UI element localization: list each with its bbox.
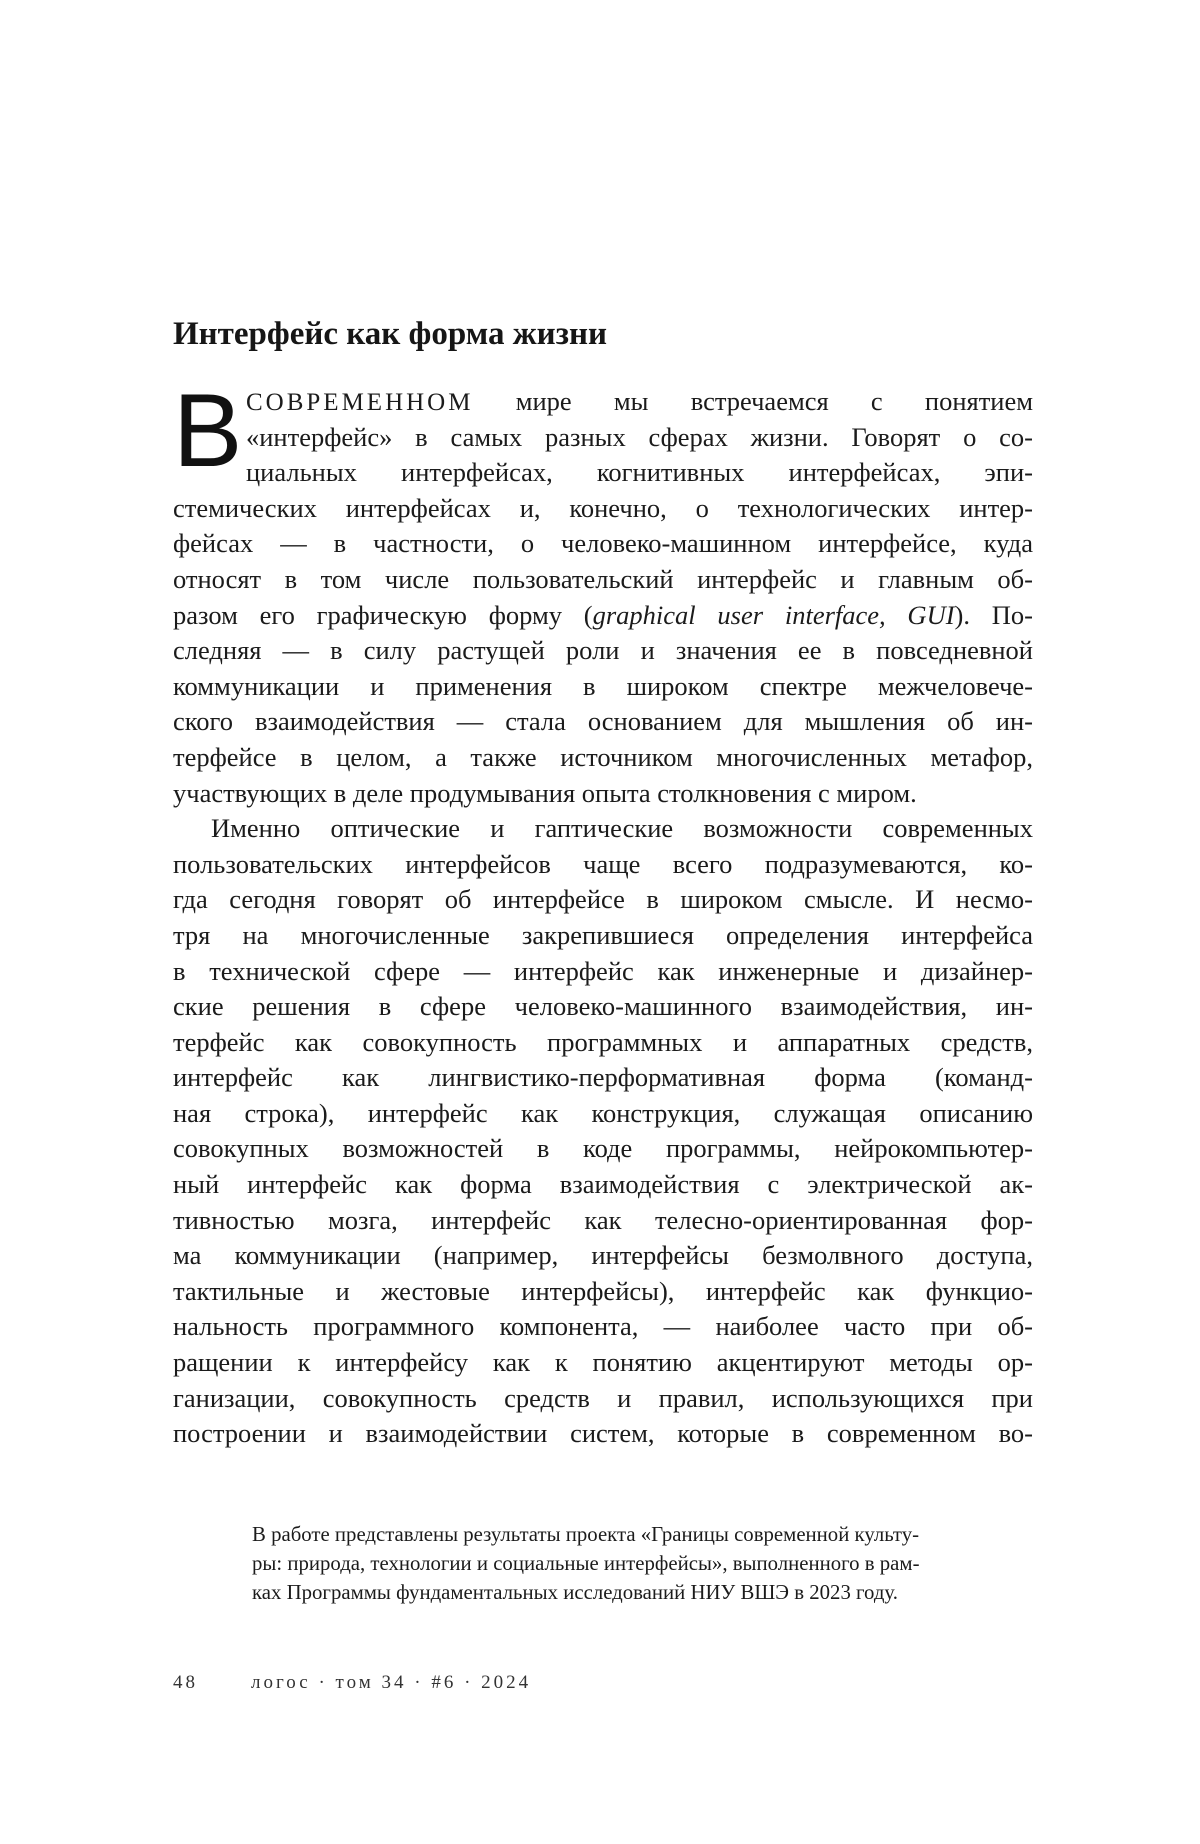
body-line: ращении к интерфейсу как к понятию акцентируют методы ор- — [173, 1347, 1033, 1378]
drop-cap-letter: В — [173, 373, 243, 489]
italic-term: graphical user interface, GUI — [592, 599, 955, 630]
body-line: фейсах — в частности, о человеко-машинном интерфейсе, куда — [173, 528, 1033, 559]
body-line: тактильные и жестовые интерфейсы), интерфейс как функцио- — [173, 1275, 1033, 1306]
body-text-span: ). По- — [954, 599, 1033, 630]
body-line — [173, 598, 1033, 634]
body-line: тря на многочисленные закрепившиеся определения интерфейса — [173, 919, 1033, 950]
body-line: совокупных возможностей в коде программы, нейрокомпьютер- — [173, 1133, 1033, 1164]
body-line: интерфейс как лингвистико-перформативная форма (команд- — [173, 1062, 1033, 1093]
body-text-span: разом его графическую форму ( — [173, 599, 593, 630]
body-line: стемических интерфейсах и, конечно, о технологических интер- — [173, 492, 1033, 523]
page-footer — [173, 1672, 532, 1694]
footnote-line: ры: природа, технологии и социальные интерфейсы», выполненного в рам- — [252, 1552, 920, 1575]
body-line — [173, 384, 1033, 420]
body-line: гда сегодня говорят об интерфейсе в широком смысле. И несмо- — [173, 884, 1033, 915]
body-line: следняя — в силу растущей роли и значения ее в повседневной — [173, 635, 1033, 666]
journal-running-footer: логос · том 34 · #6 · 2024 — [251, 1672, 532, 1693]
small-caps-word: СОВРЕМЕННОМ — [246, 389, 474, 416]
body-line: ная строка), интерфейс как конструкция, служащая описанию — [173, 1097, 1033, 1128]
footnote-line: ках Программы фундаментальных исследований НИУ ВШЭ в 2023 году. — [252, 1581, 898, 1604]
body-line: коммуникации и применения в широком спектре межчеловече- — [173, 670, 1033, 701]
article-body — [173, 373, 1033, 1452]
body-line: ный интерфейс как форма взаимодействия с электрической ак- — [173, 1169, 1033, 1200]
body-line: циальных интерфейсах, когнитивных интерфейсах, эпи- — [246, 457, 1033, 488]
body-line: «интерфейс» в самых разных сферах жизни. Говорят о со- — [246, 421, 1033, 452]
page-number: 48 — [173, 1672, 198, 1693]
body-line: ского взаимодействия — стала основанием для мышления об ин- — [173, 706, 1033, 737]
body-line: ганизации, совокупность средств и правил, использующихся при — [173, 1382, 1033, 1413]
footnote-line: В работе представлены результаты проекта «Границы современной культу- — [252, 1523, 920, 1546]
footnote — [252, 1520, 1032, 1607]
body-line: нальность программного компонента, — наиболее часто при об- — [173, 1311, 1033, 1342]
body-line: терфейс как совокупность программных и аппаратных средств, — [173, 1026, 1033, 1057]
body-line: пользовательских интерфейсов чаще всего подразумеваются, ко- — [173, 848, 1033, 879]
article-title: Интерфейс как форма жизни — [173, 316, 607, 352]
body-line: терфейсе в целом, а также источником многочисленных метафор, — [173, 741, 1033, 772]
body-line: тивностью мозга, интерфейс как телесно-ориентированная фор- — [173, 1204, 1033, 1235]
body-line-rest: мире мы встречаемся с понятием — [473, 386, 1033, 416]
body-line: ские решения в сфере человеко-машинного взаимодействия, ин- — [173, 991, 1033, 1022]
body-line: участвующих в деле продумывания опыта столкновения с миром. — [173, 777, 917, 808]
body-line: относят в том числе пользовательский интерфейс и главным об- — [173, 563, 1033, 594]
body-line: построении и взаимодействии систем, которые в современном во- — [173, 1418, 1033, 1449]
body-line: в технической сфере — интерфейс как инженерные и дизайнер- — [173, 955, 1033, 986]
body-line: Именно оптические и гаптические возможности современных — [211, 813, 1033, 844]
body-line: ма коммуникации (например, интерфейсы безмолвного доступа, — [173, 1240, 1033, 1271]
